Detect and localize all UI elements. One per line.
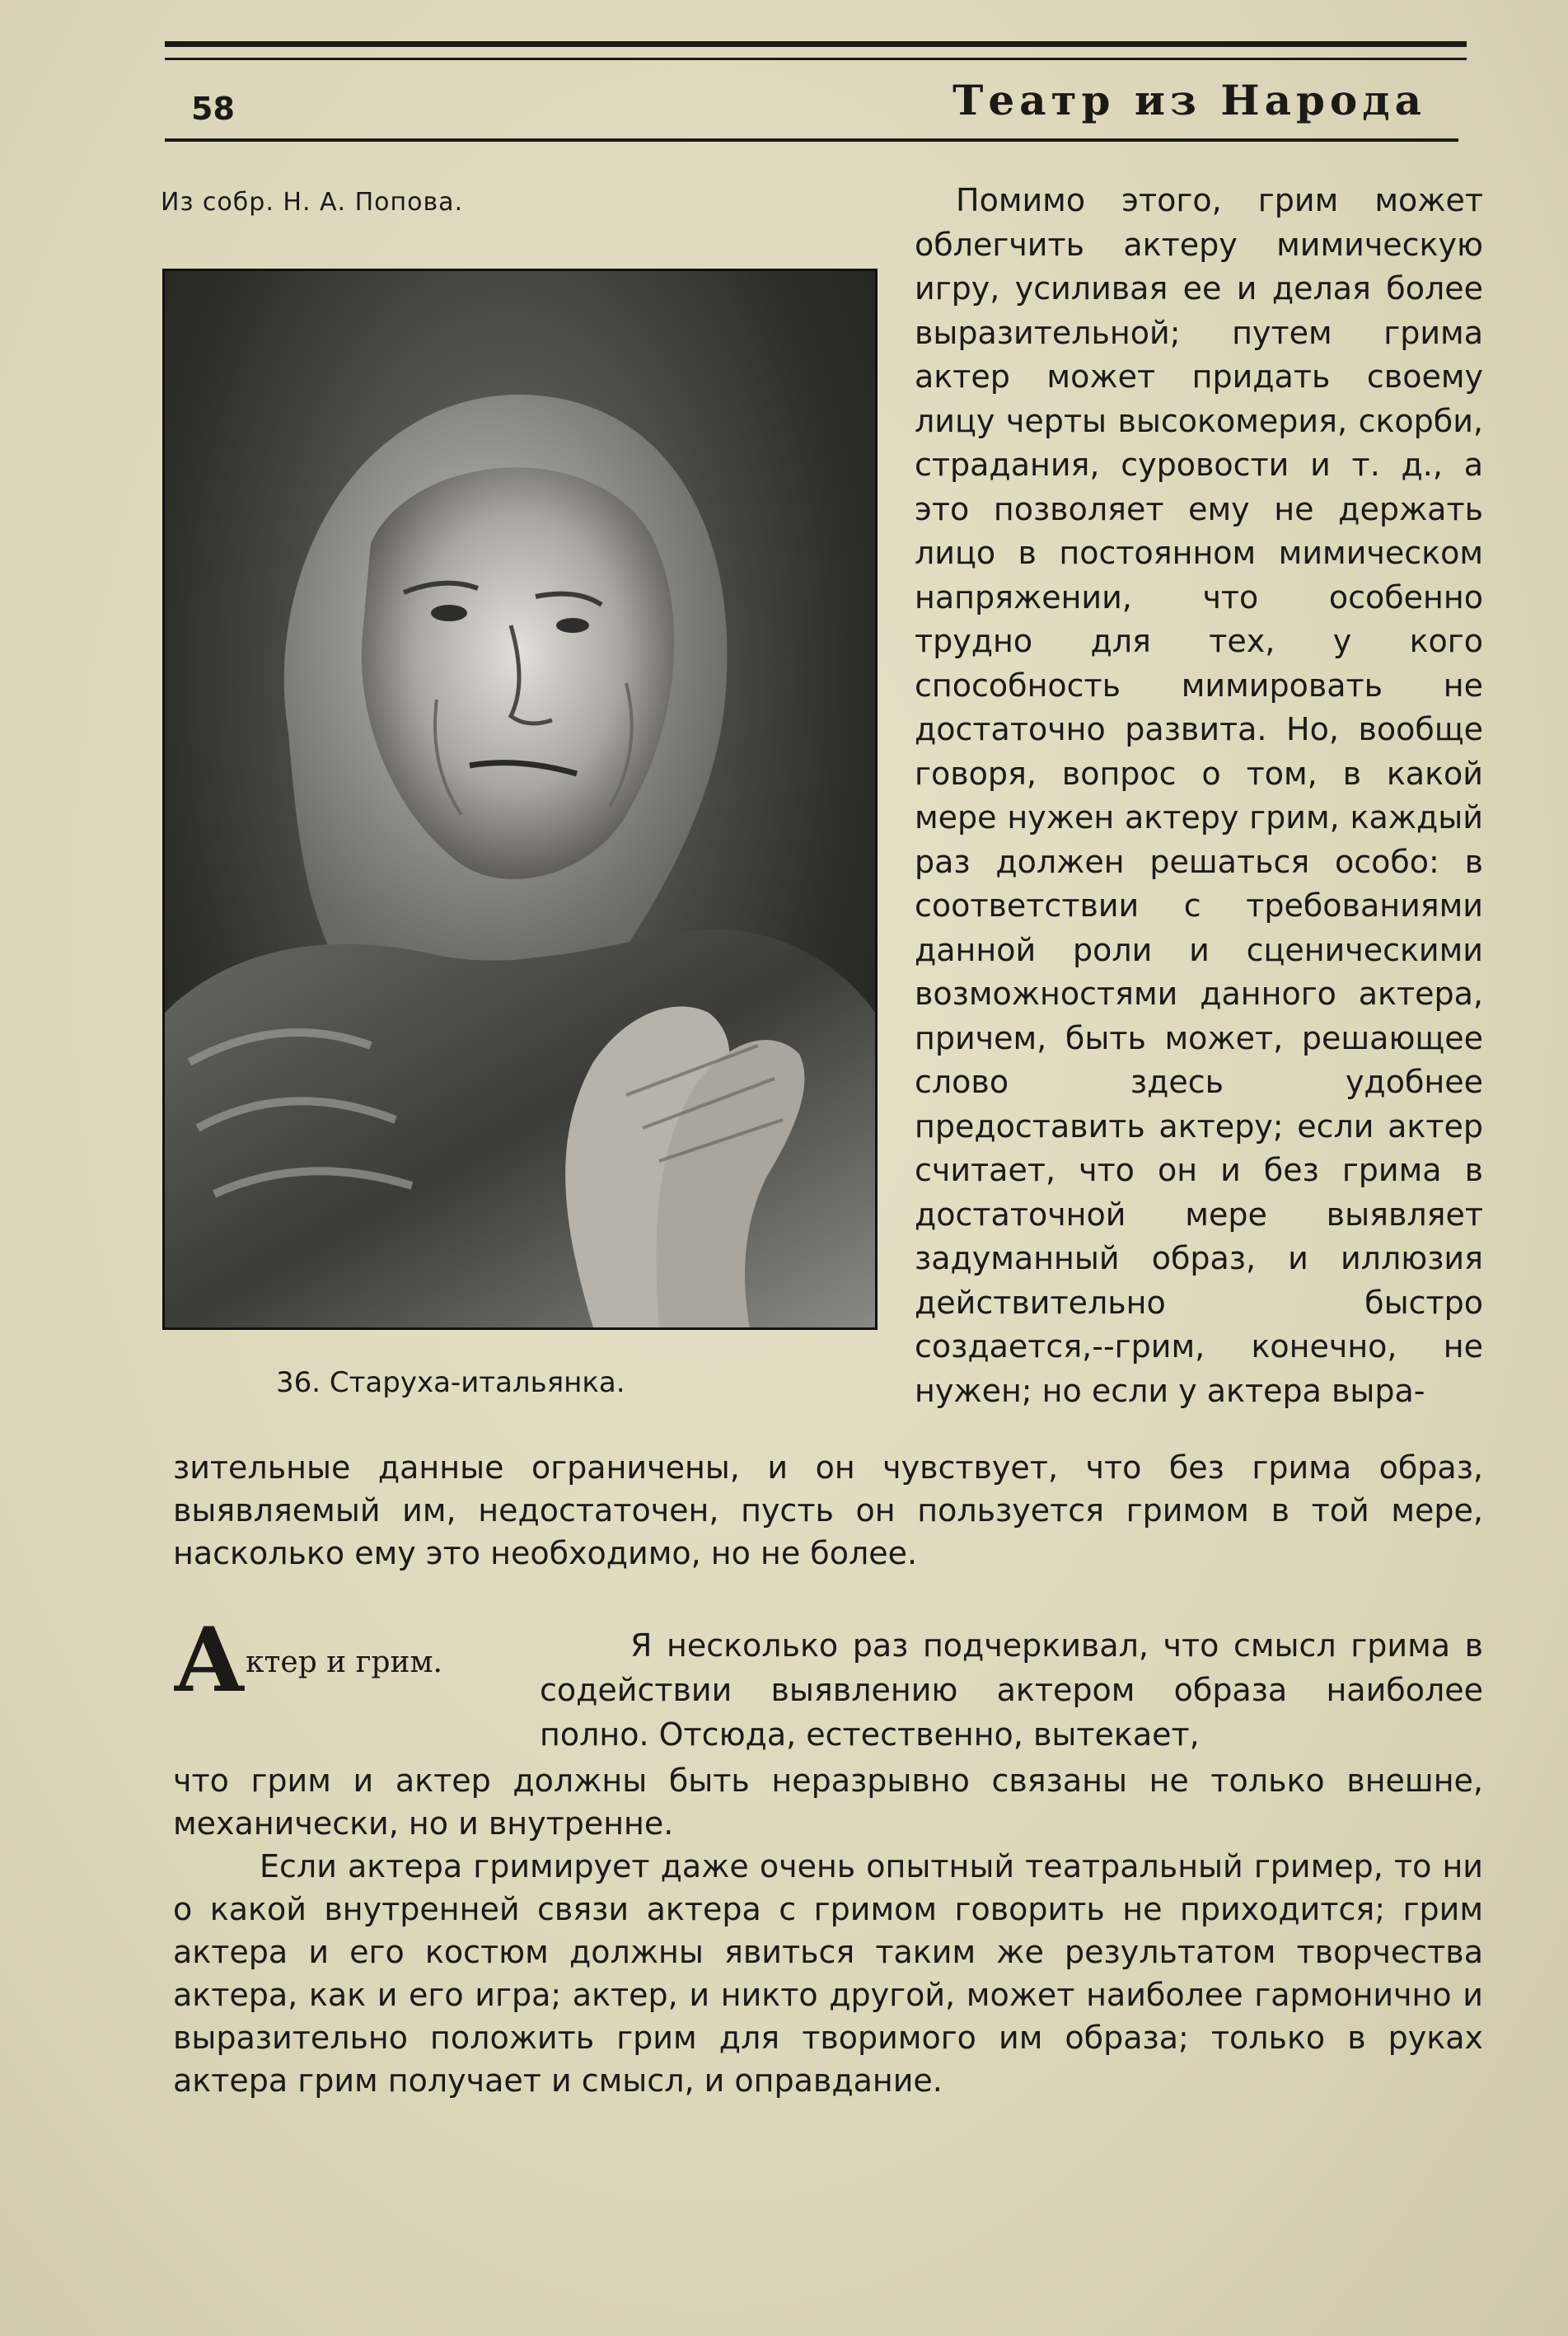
- header-rule-thin: [165, 58, 1467, 60]
- section-first-rest: что грим и актер должны быть неразрывно связаны не только внешне, механически, но и внутренне.: [173, 1763, 1483, 1842]
- paragraph-right-column: Помимо этого, грим может облегчить актеру мимическую игру, усиливая ее и делая более выразительной; путем грима актер может придать своему лицу черты высокомерия, скорби, страдания, суровости и т. д., а это позволяет ему не держать лицо в постоянном мимическом напряжении, что особенно трудно для тех, у кого способность мимировать не достаточно развита. Но, вообще говоря, вопрос о том, в какой мере нужен актеру грим, каждый раз должен решаться особо: в соответствии с требованиями данной роли и сценическими возможностями данного актера, причем, быть может, решающее слово здесь удобнее предоставить актеру; если актер считает, что он и без грима в достаточной мере выявляет задуманный образ, и иллюзия действительно быстро создается,--грим, конечно, не нужен; но если у актера выра-: [915, 182, 1483, 1409]
- paragraph-continuation: зительные данные ограничены, и он чувствует, что без грима образ, выявляемый им, недостаточен, пусть он пользуется гримом в той мере, насколько ему это необходимо, но не более.: [173, 1449, 1483, 1571]
- header-rule-thick: [165, 41, 1467, 47]
- section-dropcap: А: [173, 1608, 246, 1712]
- right-column-text: [915, 179, 1483, 1413]
- running-title: Театр из Народа: [953, 76, 1426, 124]
- portrait-illustration: [165, 271, 875, 1327]
- continuation-text: [173, 1446, 1483, 1575]
- portrait-photo: [162, 269, 878, 1330]
- figure-source: Из собр. Н. А. Попова.: [161, 188, 464, 217]
- page-number: 58: [191, 91, 235, 127]
- section-heading: [173, 1608, 442, 1712]
- figure-caption: 36. Старуха-итальянка.: [276, 1366, 625, 1399]
- section-heading-text: ктер и грим.: [245, 1645, 442, 1679]
- section-body: [173, 1759, 1483, 2102]
- section-paragraph-2: Если актера гримирует даже очень опытный театральный гример, то ни о какой внутренней связи актера с гримом говорить не приходится; грим актера и его костюм должны явиться таким же результатом творчества актера, как и его игра; актер, и никто другой, может наиболее гармонично и выразительно положить грим для творимого им образа; только в руках актера грим получает и смысл, и оправдание.: [173, 1848, 1483, 2099]
- section-first-lines: Я несколько раз подчеркивал, что смысл грима в содействии выявлению актером образа наиболее полно. Отсюда, естественно, вытекает,: [540, 1627, 1483, 1753]
- header-rule-bottom: [165, 138, 1458, 142]
